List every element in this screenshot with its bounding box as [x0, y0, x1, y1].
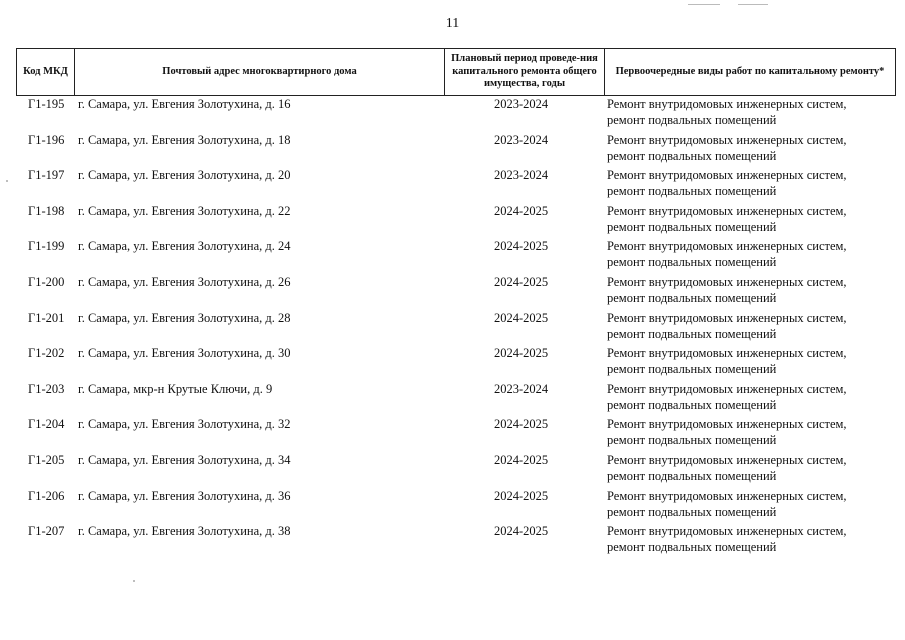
works-line: ремонт подвальных помещений [607, 148, 777, 163]
cell-works [607, 203, 847, 235]
works-line: Ремонт внутридомовых инженерных систем, [607, 97, 847, 111]
works-line: Ремонт внутридомовых инженерных систем, [607, 524, 847, 539]
cell-works [607, 167, 847, 199]
cell-works [607, 416, 847, 448]
works-line: Ремонт внутридомовых инженерных систем, [607, 239, 847, 254]
cell-code: Г1-206 [28, 488, 65, 503]
works-line: Ремонт внутридомовых инженерных систем, [607, 274, 847, 289]
cell-code: Г1-203 [28, 381, 65, 396]
scan-artifact [688, 4, 720, 5]
cell-address: г. Самара, ул. Евгения Золотухина, д. 34 [78, 452, 291, 467]
table-row [16, 274, 895, 310]
cell-works [607, 274, 847, 306]
works-line: ремонт подвальных помещений [607, 397, 777, 412]
scan-artifact [738, 4, 768, 5]
table-header [16, 48, 896, 96]
header-code: Код МКД [17, 49, 75, 96]
cell-works [607, 381, 847, 413]
table-row [16, 381, 895, 417]
works-line: Ремонт внутридомовых инженерных систем, [607, 310, 847, 325]
works-line: Ремонт внутридомовых инженерных систем, [607, 168, 847, 183]
cell-works [607, 310, 847, 342]
cell-period: 2023-2024 [494, 381, 549, 396]
works-line: ремонт подвальных помещений [607, 113, 777, 127]
cell-period: 2024-2025 [494, 452, 549, 467]
cell-works [607, 345, 847, 377]
cell-works [607, 96, 847, 128]
cell-address: г. Самара, ул. Евгения Золотухина, д. 38 [78, 524, 291, 539]
works-line: ремонт подвальных помещений [607, 362, 777, 377]
table-row [16, 167, 895, 203]
cell-address: г. Самара, ул. Евгения Золотухина, д. 20 [78, 168, 291, 183]
table-row [16, 203, 895, 239]
cell-address: г. Самара, ул. Евгения Золотухина, д. 18 [78, 132, 291, 147]
cell-address: г. Самара, ул. Евгения Золотухина, д. 22 [78, 203, 291, 218]
cell-address: г. Самара, ул. Евгения Золотухина, д. 30 [78, 346, 291, 361]
works-line: ремонт подвальных помещений [607, 290, 777, 305]
works-line: Ремонт внутридомовых инженерных систем, [607, 203, 847, 218]
cell-code: Г1-199 [28, 239, 65, 254]
works-line: ремонт подвальных помещений [607, 255, 777, 270]
table-row [16, 452, 895, 488]
cell-address: г. Самара, ул. Евгения Золотухина, д. 36 [78, 488, 291, 503]
cell-code: Г1-196 [28, 132, 65, 147]
cell-period: 2023-2024 [494, 97, 549, 111]
cell-code: Г1-202 [28, 346, 65, 361]
works-line: ремонт подвальных помещений [607, 433, 777, 448]
cell-works [607, 238, 847, 270]
works-line: Ремонт внутридомовых инженерных систем, [607, 452, 847, 467]
cell-address: г. Самара, ул. Евгения Золотухина, д. 32 [78, 417, 291, 432]
works-line: ремонт подвальных помещений [607, 184, 777, 199]
works-line: Ремонт внутридомовых инженерных систем, [607, 381, 847, 396]
table-row [16, 132, 895, 168]
header-address: Почтовый адрес многоквартирного дома [75, 49, 445, 96]
cell-period: 2024-2025 [494, 310, 549, 325]
works-line: ремонт подвальных помещений [607, 326, 777, 341]
works-line: Ремонт внутридомовых инженерных систем, [607, 488, 847, 503]
cell-address: г. Самара, ул. Евгения Золотухина, д. 26 [78, 274, 291, 289]
cell-code: Г1-198 [28, 203, 65, 218]
table-body [16, 96, 895, 559]
works-line: Ремонт внутридомовых инженерных систем, [607, 417, 847, 432]
works-line: ремонт подвальных помещений [607, 219, 777, 234]
cell-works [607, 523, 847, 555]
cell-code: Г1-205 [28, 452, 65, 467]
cell-period: 2024-2025 [494, 203, 549, 218]
page-number: 11 [445, 16, 460, 31]
cell-code: Г1-195 [28, 97, 65, 111]
table-row [16, 416, 895, 452]
header-period: Плановый период проведе-ния капитального ремонта общего имущества, годы [445, 49, 605, 96]
cell-address: г. Самара, ул. Евгения Золотухина, д. 28 [78, 310, 291, 325]
cell-period: 2024-2025 [494, 239, 549, 254]
table-row [16, 488, 895, 524]
cell-works [607, 132, 847, 164]
cell-period: 2024-2025 [494, 524, 549, 539]
cell-code: Г1-200 [28, 274, 65, 289]
cell-period: 2024-2025 [494, 417, 549, 432]
works-line: Ремонт внутридомовых инженерных систем, [607, 346, 847, 361]
cell-code: Г1-207 [28, 524, 65, 539]
works-line: ремонт подвальных помещений [607, 540, 777, 555]
works-line: ремонт подвальных помещений [607, 504, 777, 519]
table-row [16, 345, 895, 381]
cell-period: 2024-2025 [494, 274, 549, 289]
cell-period: 2023-2024 [494, 168, 549, 183]
cell-period: 2023-2024 [494, 132, 549, 147]
table-row [16, 310, 895, 346]
cell-code: Г1-201 [28, 310, 65, 325]
works-line: Ремонт внутридомовых инженерных систем, [607, 132, 847, 147]
table-row [16, 238, 895, 274]
cell-period: 2024-2025 [494, 488, 549, 503]
cell-address: г. Самара, мкр-н Крутые Ключи, д. 9 [78, 381, 273, 396]
table-row [16, 523, 895, 559]
scan-artifact [133, 580, 135, 582]
cell-address: г. Самара, ул. Евгения Золотухина, д. 16 [78, 97, 291, 111]
cell-address: г. Самара, ул. Евгения Золотухина, д. 24 [78, 239, 291, 254]
cell-works [607, 488, 847, 520]
cell-code: Г1-204 [28, 417, 65, 432]
header-works: Первоочередные виды работ по капитальному ремонту* [605, 49, 896, 96]
cell-period: 2024-2025 [494, 346, 549, 361]
table-row [16, 96, 895, 132]
scan-artifact [6, 180, 8, 182]
cell-code: Г1-197 [28, 168, 65, 183]
cell-works [607, 452, 847, 484]
works-line: ремонт подвальных помещений [607, 468, 777, 483]
